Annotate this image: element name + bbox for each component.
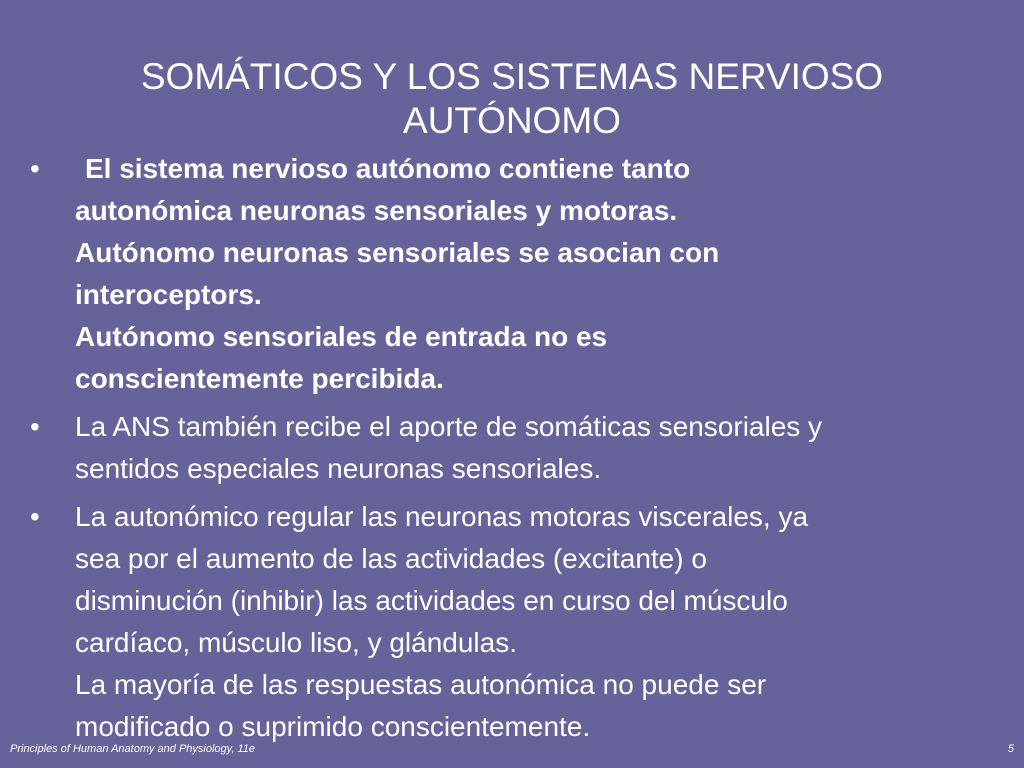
bullet-line: El sistema nervioso autónomo contiene tanto xyxy=(85,153,691,184)
bullet-list xyxy=(30,148,1005,754)
bullet-line: La ANS también recibe el aporte de somáticas sensoriales y xyxy=(75,411,823,442)
bullet-line: modificado o suprimido conscientemente. xyxy=(75,711,591,742)
bullet-text xyxy=(75,406,1005,490)
bullet-line: interoceptors. xyxy=(75,279,262,310)
bullet-dot-icon: • xyxy=(30,411,40,442)
bullet-line: sentidos especiales neuronas sensoriales. xyxy=(75,453,602,484)
page-number: 5 xyxy=(1007,743,1014,755)
footer-citation: Principles of Human Anatomy and Physiology, 11e xyxy=(10,743,255,755)
bullet-item xyxy=(30,496,1005,748)
title-line-2: AUTÓNOMO xyxy=(403,99,621,141)
title-line-1: SOMÁTICOS Y LOS SISTEMAS NERVIOSO xyxy=(140,55,884,97)
bullet-line: Autónomo sensoriales de entrada no es xyxy=(75,321,608,352)
bullet-line: cardíaco, músculo liso, y glándulas. xyxy=(75,627,517,658)
bullet-dot-icon: • xyxy=(30,153,40,184)
bullet-line: autonómica neuronas sensoriales y motoras. xyxy=(75,195,678,226)
bullet-dot-icon: • xyxy=(30,501,40,532)
bullet-line: La autonómico regular las neuronas motoras viscerales, ya xyxy=(75,501,809,532)
bullet-line: conscientemente percibida. xyxy=(75,363,444,394)
bullet-line: sea por el aumento de las actividades (excitante) o xyxy=(75,543,707,574)
bullet-item xyxy=(30,406,1005,490)
bullet-line: Autónomo neuronas sensoriales se asocian con xyxy=(75,237,720,268)
slide-title xyxy=(0,55,1024,143)
bullet-item xyxy=(30,148,1005,400)
bullet-line: La mayoría de las respuestas autonómica no puede ser xyxy=(75,669,767,700)
bullet-text xyxy=(75,148,1005,400)
bullet-text xyxy=(75,496,1005,748)
bullet-line: disminución (inhibir) las actividades en curso del músculo xyxy=(75,585,788,616)
